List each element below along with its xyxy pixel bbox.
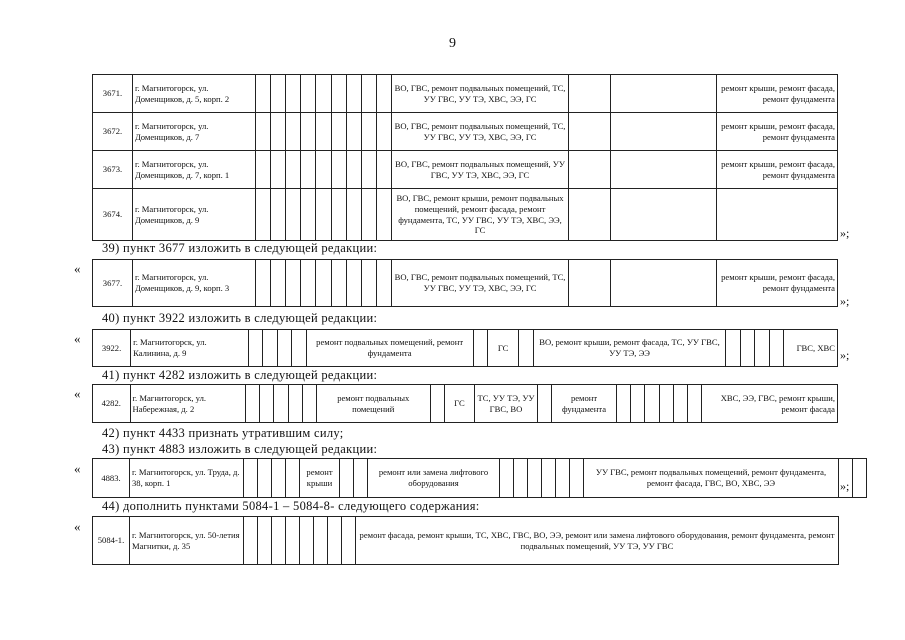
table-item-39 bbox=[92, 259, 838, 307]
opening-quote: « bbox=[74, 386, 81, 401]
opening-quote: « bbox=[74, 261, 81, 276]
closing-quote: »; bbox=[840, 294, 850, 308]
opening-quote: « bbox=[74, 519, 81, 534]
closing-quote: »; bbox=[840, 479, 850, 493]
closing-quote: »; bbox=[840, 348, 850, 362]
table-main bbox=[92, 74, 838, 241]
table-row: 3922. г. Магнитогорск, ул. Калинина, д. 9 ремонт подвальных помещений, ремонт фундамента ГС ВО, ремонт крыши, ремонт фасада, ТС, УУ ГВС, УУ ТЭ, ЭЭ ГВС, ХВС bbox=[93, 330, 838, 367]
table-item-43 bbox=[92, 458, 867, 498]
table-row: 3671. г. Магнитогорск, ул. Доменщиков, д. 5, корп. 2 ВО, ГВС, ремонт подвальных помещений, ТС, УУ ГВС, УУ ТЭ, ХВС, ЭЭ, ГС ремонт крыши, ремонт фасада, ремонт фундамента bbox=[93, 75, 838, 113]
item-heading: 40) пункт 3922 изложить в следующей редакции: bbox=[102, 311, 378, 325]
table-item-44 bbox=[92, 516, 839, 565]
item-heading: 43) пункт 4883 изложить в следующей редакции: bbox=[102, 442, 378, 456]
table-row: 5084-1. г. Магнитогорск, ул. 50-летия Магнитки, д. 35 ремонт фасада, ремонт крыши, ТС, ХВС, ГВС, ВО, ЭЭ, ремонт или замена лифтового оборудования, ремонт фундамента, ремонт подвальных помещений, УУ ТЭ, УУ ГВС bbox=[93, 517, 839, 565]
page-number: 9 bbox=[449, 36, 456, 51]
table-row: 4282. г. Магнитогорск, ул. Набережная, д. 2 ремонт подвальных помещений ГС ТС, УУ ТЭ, УУ ГВС, ВО ремонт фундамента ХВС, ЭЭ, ГВС, ремонт крыши, ремонт фасада bbox=[93, 385, 838, 423]
table-row: 3674. г. Магнитогорск, ул. Доменщиков, д. 9 ВО, ГВС, ремонт крыши, ремонт подвальных помещений, ремонт фасада, ремонт фундамента, ТС, УУ ГВС, УУ ТЭ, ХВС, ЭЭ, ГС bbox=[93, 189, 838, 241]
table-row: 3672. г. Магнитогорск, ул. Доменщиков, д. 7 ВО, ГВС, ремонт подвальных помещений, ТС, УУ ГВС, УУ ТЭ, ХВС, ЭЭ, ГС ремонт крыши, ремонт фасада, ремонт фундамента bbox=[93, 113, 838, 151]
opening-quote: « bbox=[74, 461, 81, 476]
item-heading: 39) пункт 3677 изложить в следующей редакции: bbox=[102, 241, 378, 255]
table-item-40 bbox=[92, 329, 838, 367]
item-heading: 44) дополнить пунктами 5084-1 – 5084-8- следующего содержания: bbox=[102, 499, 480, 513]
table-row: 3673. г. Магнитогорск, ул. Доменщиков, д. 7, корп. 1 ВО, ГВС, ремонт подвальных помещений, УУ ГВС, УУ ТЭ, ХВС, ЭЭ, ГС ремонт крыши, ремонт фасада, ремонт фундамента bbox=[93, 151, 838, 189]
table-row: 4883. г. Магнитогорск, ул. Труда, д. 38, корп. 1 ремонт крыши ремонт или замена лифтового оборудования УУ ГВС, ремонт подвальных помещений, ремонт фундамента, ремонт фасада, ГВС, ВО, ХВС, ЭЭ bbox=[93, 459, 867, 498]
item-heading: 41) пункт 4282 изложить в следующей редакции: bbox=[102, 368, 378, 382]
closing-quote: »; bbox=[840, 226, 850, 240]
item-heading: 42) пункт 4433 признать утратившим силу; bbox=[102, 426, 344, 440]
opening-quote: « bbox=[74, 331, 81, 346]
table-item-41 bbox=[92, 384, 838, 423]
table-row: 3677. г. Магнитогорск, ул. Доменщиков, д. 9, корп. 3 ВО, ГВС, ремонт подвальных помещений, ТС, УУ ГВС, УУ ТЭ, ХВС, ЭЭ, ГС ремонт крыши, ремонт фасада, ремонт фундамента bbox=[93, 260, 838, 307]
